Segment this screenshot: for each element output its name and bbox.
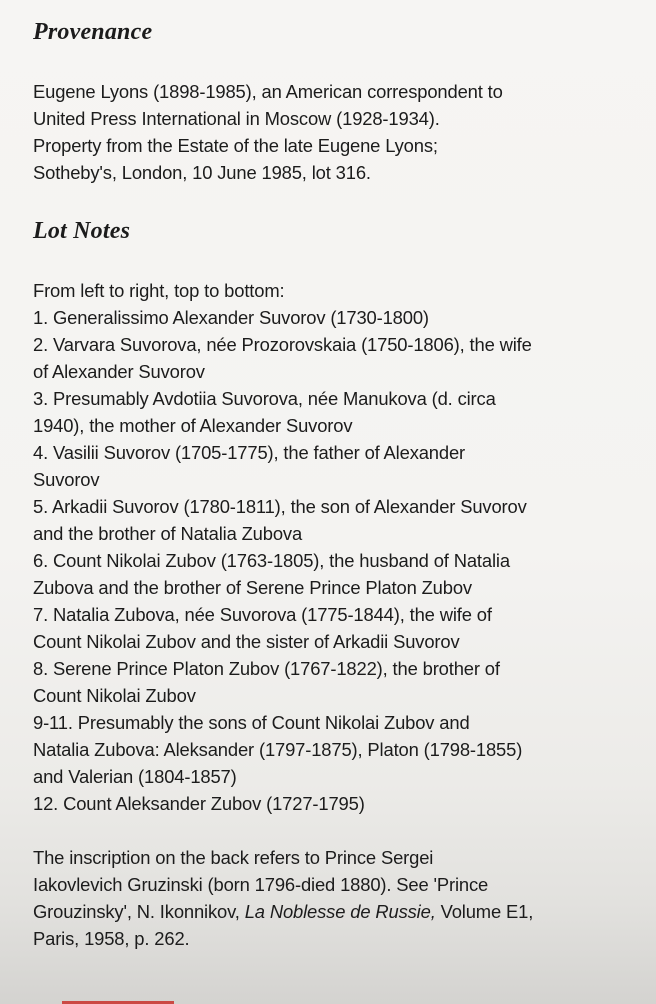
lot-notes-heading: Lot Notes (33, 218, 131, 244)
provenance-line: Sotheby's, London, 10 June 1985, lot 316. (33, 162, 371, 183)
lot-notes-line: 12. Count Aleksander Zubov (1727-1795) (33, 793, 365, 814)
lot-notes-line: of Alexander Suvorov (33, 361, 205, 382)
lot-notes-line: 8. Serene Prince Platon Zubov (1767-1822), the brother of (33, 658, 500, 679)
inscription-line: Iakovlevich Gruzinski (born 1796-died 1880). See 'Prince (33, 874, 489, 895)
lot-notes-line: 3. Presumably Avdotiia Suvorova, née Manukova (d. circa (33, 388, 496, 409)
provenance-text (33, 78, 633, 186)
inscription-author: Grouzinsky', N. Ikonnikov, (33, 901, 245, 922)
book-title: La Noblesse de Russie, (244, 901, 436, 922)
lot-notes-line: Natalia Zubova: Aleksander (1797-1875), Platon (1798-1855) (33, 739, 523, 760)
inscription-volume: Volume E1, (435, 901, 534, 922)
lot-notes-line: 1. Generalissimo Alexander Suvorov (1730-1800) (33, 307, 429, 328)
provenance-line: Eugene Lyons (1898-1985), an American correspondent to (33, 81, 503, 102)
lot-notes-line: and Valerian (1804-1857) (33, 766, 237, 787)
lot-notes-line: 9-11. Presumably the sons of Count Nikolai Zubov and (33, 712, 470, 733)
lot-description (33, 16, 633, 952)
lot-notes-line: Count Nikolai Zubov (33, 685, 196, 706)
lot-notes-line: 7. Natalia Zubova, née Suvorova (1775-1844), the wife of (33, 604, 492, 625)
lot-notes-intro: From left to right, top to bottom: (33, 280, 285, 301)
inscription-line (33, 898, 633, 925)
lot-notes-line: 4. Vasilii Suvorov (1705-1775), the father of Alexander (33, 442, 466, 463)
lot-notes-line: 6. Count Nikolai Zubov (1763-1805), the husband of Natalia (33, 550, 510, 571)
lot-notes-line: 1940), the mother of Alexander Suvorov (33, 415, 353, 436)
inscription-line: Paris, 1958, p. 262. (33, 928, 190, 949)
lot-notes-line: Zubova and the brother of Serene Prince Platon Zubov (33, 577, 472, 598)
provenance-line: United Press International in Moscow (1928-1934). (33, 108, 440, 129)
provenance-line: Property from the Estate of the late Eugene Lyons; (33, 135, 438, 156)
lot-notes-line: and the brother of Natalia Zubova (33, 523, 303, 544)
inscription-text (33, 844, 633, 952)
inscription-line: The inscription on the back refers to Prince Sergei (33, 847, 434, 868)
lot-notes-line: Count Nikolai Zubov and the sister of Arkadii Suvorov (33, 631, 460, 652)
provenance-heading: Provenance (33, 19, 153, 45)
lot-notes-text (33, 277, 633, 817)
lot-notes-line: 5. Arkadii Suvorov (1780-1811), the son of Alexander Suvorov (33, 496, 527, 517)
lot-notes-line: 2. Varvara Suvorova, née Prozorovskaia (1750-1806), the wife (33, 334, 532, 355)
lot-notes-line: Suvorov (33, 469, 100, 490)
